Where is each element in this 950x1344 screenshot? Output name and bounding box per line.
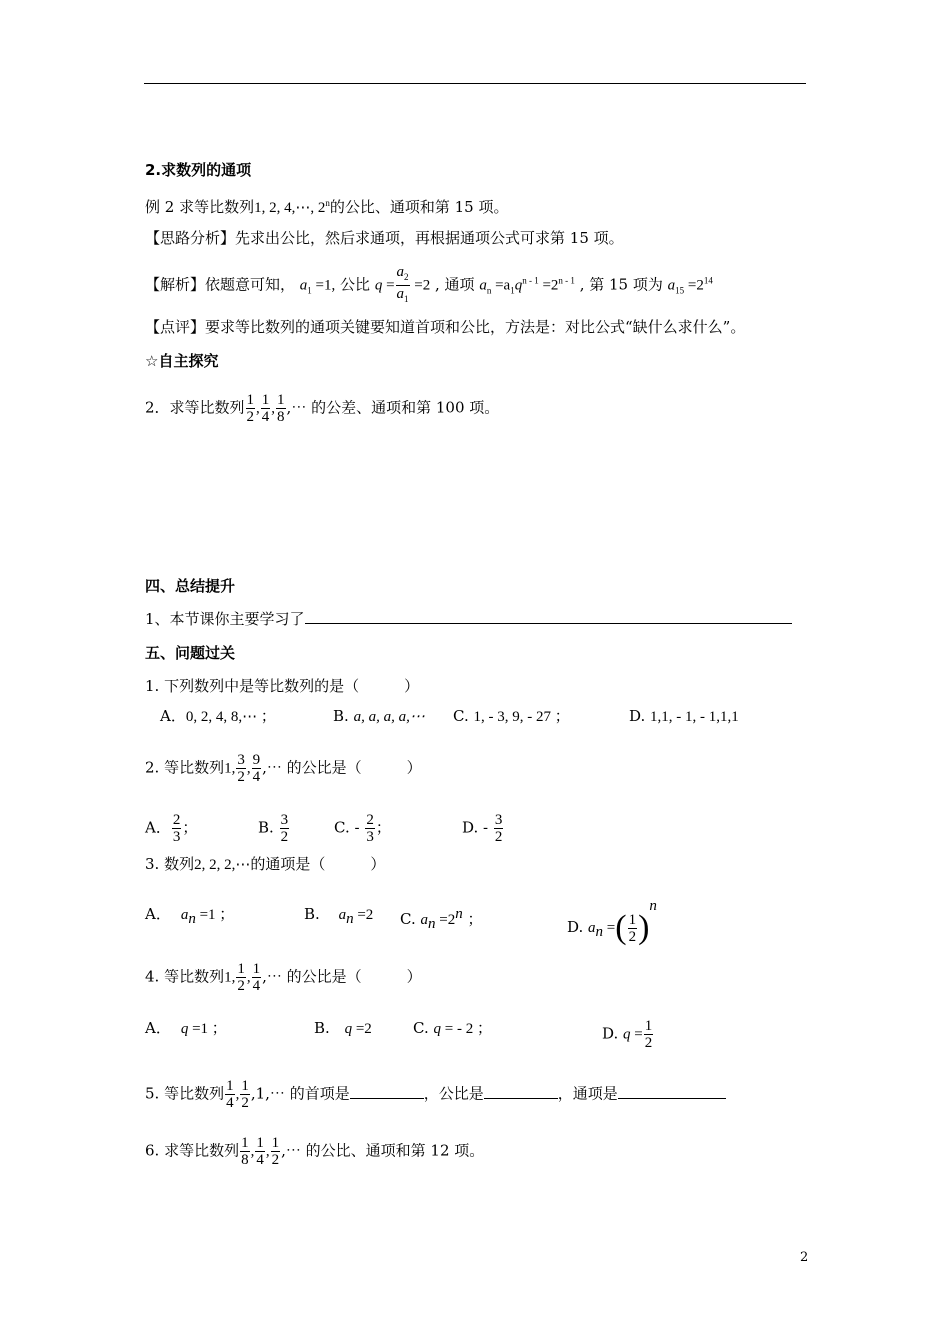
- q1-stem: 1. 下列数列中是等比数列的是（ ）: [145, 677, 420, 695]
- q2-stem: 2. 等比数列1, $\frac{3}{2}$ , $\frac{9}{4}$ ,⋯ 的公比是（ ）: [145, 752, 422, 785]
- q3-stem: 3. 数列2, 2, 2,⋯的通项是（ ）: [145, 855, 386, 873]
- section-title: 2.求数列的通项: [145, 161, 252, 179]
- q1-option-d[interactable]: D. 1,1, - 1, - 1,1,1: [629, 707, 739, 725]
- self-study-title: ☆自主探究: [145, 352, 219, 370]
- q3-option-a[interactable]: A． $a_n =1$ ；: [145, 905, 235, 927]
- quiz-title: 五、问题过关: [145, 644, 236, 662]
- example-text: 例 2 求等比数列: [145, 198, 255, 216]
- example-2: [145, 193, 508, 218]
- q5-first-term-blank[interactable]: [350, 1098, 424, 1099]
- q4-stem: 4. 等比数列1, $\frac{1}{2}$ , $\frac{1}{4}$ ,⋯ 的公比是（ ）: [145, 961, 422, 994]
- summary-title: 四、总结提升: [145, 577, 236, 595]
- q3-option-c[interactable]: C. $a_n =2^n$ ；: [400, 906, 483, 932]
- q4-option-b[interactable]: B. q =2: [314, 1019, 372, 1037]
- q4-option-c[interactable]: C. q = - 2 ；: [413, 1019, 492, 1037]
- solution-line: 【解析】依题意可知， $a_1 =1$, 公比 q = $\frac{a_2}{a_1}$ =2 , 通项 $a_n =a_1q^{n - 1} =2^{n - 1}$ , 第 15 项为 $a_{15} =2^{14}$: [145, 264, 713, 307]
- q1-option-b[interactable]: B. a, a, a, a,⋯: [333, 707, 425, 725]
- analysis-text: 【思路分析】先求出公比，然后求通项，再根据通项公式可求第 15 项。: [145, 229, 624, 247]
- page-number: 2: [800, 1250, 809, 1265]
- self-study-question: 2．求等比数列 $\frac{1}{2}$ , $\frac{1}{4}$ , $\frac{1}{8}$ ,⋯ 的公差、通项和第 100 项。: [145, 392, 500, 425]
- comment-text: 【点评】要求等比数列的通项关键要知道首项和公比，方法是：对比公式“缺什么求什么”。: [145, 318, 746, 336]
- q5-stem: 5. 等比数列 $\frac{1}{4}$ , $\frac{1}{2}$ ,1,⋯ 的首项是 ，公比是 ，通项是: [145, 1078, 726, 1111]
- ratio-fraction: $\frac{a_2}{a_1}$: [396, 264, 409, 304]
- q5-ratio-blank[interactable]: [484, 1098, 558, 1099]
- q2-option-b[interactable]: B. $\frac{3}{2}$: [258, 812, 289, 845]
- q4-option-d[interactable]: D. q = $\frac{1}{2}$: [602, 1018, 653, 1051]
- q3-option-d[interactable]: D. $a_n$ =( $\frac{1}{2}$ )$^n$: [567, 898, 657, 946]
- q2-option-d[interactable]: D. - $\frac{3}{2}$: [462, 812, 503, 845]
- q6-stem: 6. 求等比数列 $\frac{1}{8}$ , $\frac{1}{4}$ , $\frac{1}{2}$ ,⋯ 的公比、通项和第 12 项。: [145, 1135, 485, 1168]
- q1-option-c[interactable]: C. 1, - 3, 9, - 27 ；: [453, 707, 570, 725]
- q3-option-b[interactable]: B. $a_n =2$: [304, 905, 374, 927]
- summary-item-1: 1、本节课你主要学习了: [145, 609, 792, 629]
- q4-option-a[interactable]: A． q =1 ；: [145, 1019, 227, 1037]
- q1-option-a[interactable]: A．0, 2, 4, 8,⋯ ；: [160, 707, 276, 725]
- summary-answer-blank[interactable]: [305, 623, 792, 624]
- example-text-suffix: 的公比、通项和第 15 项。: [329, 198, 509, 216]
- q2-option-a[interactable]: A． $\frac{2}{3}$ ；: [145, 812, 198, 845]
- header-rule: [144, 83, 806, 84]
- example-sequence: 1, 2, 4,⋯, 2$^n$: [254, 198, 330, 216]
- q5-general-term-blank[interactable]: [618, 1098, 726, 1099]
- q2-option-c[interactable]: C. - $\frac{2}{3}$ ；: [334, 812, 391, 845]
